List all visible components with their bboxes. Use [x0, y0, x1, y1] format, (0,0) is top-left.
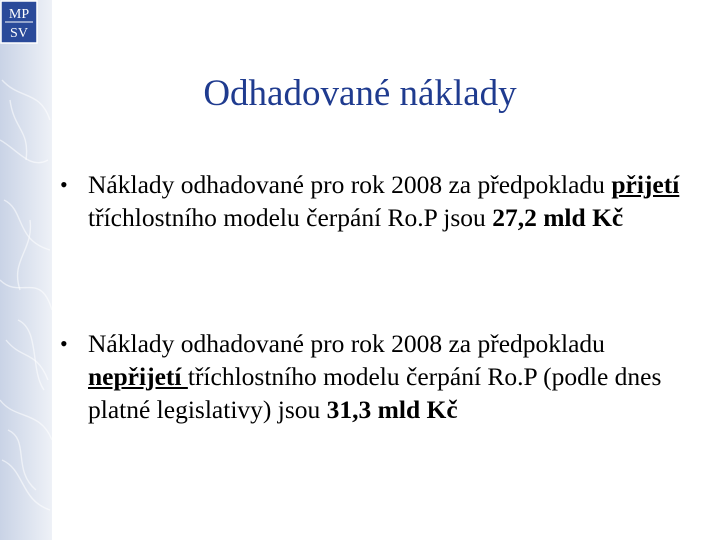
decorative-sidebar: [0, 0, 52, 540]
bullet-text: [88, 327, 688, 426]
bullet-marker: •: [60, 331, 68, 356]
sidebar-pattern: [0, 0, 52, 540]
slide-title: Odhadované náklady: [203, 73, 517, 114]
bullet-emphasis: přijetí: [611, 170, 680, 199]
bullet-text-part: tříchlostního modelu čerpání Ro.P jsou: [88, 203, 493, 232]
bullet-emphasis: nepřijetí: [88, 362, 188, 391]
bullet-text-part: tříchlostního modelu čerpání Ro.P (podle dnes platné legislativy) jsou: [88, 362, 662, 424]
bullet-amount: 31,3 mld Kč: [326, 395, 458, 424]
bullet-amount: 27,2 mld Kč: [492, 203, 624, 232]
bullet-marker: •: [60, 172, 68, 197]
bullet-text-part: Náklady odhadované pro rok 2008 za předpokladu: [88, 170, 612, 199]
mpsv-logo: [0, 0, 38, 44]
bullet-text: [88, 168, 688, 234]
svg-text:MP: MP: [8, 7, 30, 22]
bullet-text-part: Náklady odhadované pro rok 2008 za předpokladu: [88, 329, 605, 358]
svg-text:SV: SV: [10, 26, 28, 41]
